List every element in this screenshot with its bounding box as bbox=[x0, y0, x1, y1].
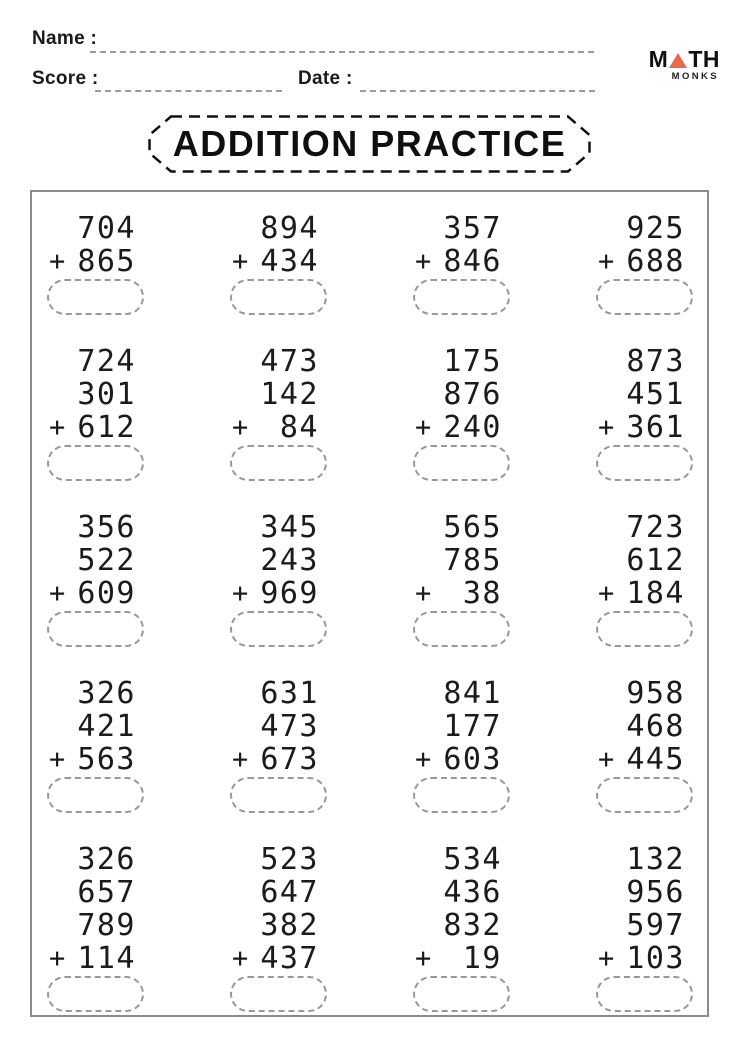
plus-operator: + bbox=[415, 578, 433, 609]
addend-line bbox=[230, 378, 327, 411]
addend-number: 382 bbox=[260, 908, 319, 943]
plus-operator: + bbox=[49, 943, 67, 974]
addend-number: 631 bbox=[260, 676, 319, 711]
problem-r4c2 bbox=[230, 677, 327, 813]
problems-box bbox=[30, 190, 709, 1017]
addend-line bbox=[596, 677, 693, 710]
addend-line bbox=[596, 212, 693, 245]
addend-number: 243 bbox=[260, 543, 319, 578]
problem-r1c3 bbox=[413, 212, 510, 315]
addend-line bbox=[47, 942, 144, 975]
addend-line bbox=[596, 411, 693, 444]
addend-line bbox=[596, 743, 693, 776]
answer-box bbox=[596, 611, 693, 647]
addend-number: 240 bbox=[443, 410, 502, 445]
math-monks-logo bbox=[648, 46, 720, 82]
addend-number: 612 bbox=[626, 543, 685, 578]
addend-number: 865 bbox=[77, 244, 136, 279]
plus-operator: + bbox=[598, 412, 616, 443]
addend-line bbox=[413, 710, 510, 743]
plus-operator: + bbox=[598, 744, 616, 775]
addend-line bbox=[230, 843, 327, 876]
problem-row-4 bbox=[47, 677, 693, 813]
addend-number: 789 bbox=[77, 908, 136, 943]
problem-r5c3 bbox=[413, 843, 510, 1012]
answer-box bbox=[413, 976, 510, 1012]
addend-line bbox=[413, 743, 510, 776]
addend-line bbox=[596, 710, 693, 743]
addend-number: 38 bbox=[462, 576, 502, 611]
addend-line bbox=[47, 411, 144, 444]
addend-number: 451 bbox=[626, 377, 685, 412]
addend-number: 876 bbox=[443, 377, 502, 412]
addend-number: 969 bbox=[260, 576, 319, 611]
addend-number: 894 bbox=[260, 211, 319, 246]
date-write-line bbox=[360, 90, 595, 92]
addend-number: 445 bbox=[626, 742, 685, 777]
addend-line bbox=[596, 942, 693, 975]
problem-row-5 bbox=[47, 843, 693, 1012]
addend-line bbox=[413, 909, 510, 942]
addend-line bbox=[47, 710, 144, 743]
addend-line bbox=[47, 544, 144, 577]
addend-line bbox=[413, 677, 510, 710]
addend-line bbox=[413, 378, 510, 411]
addend-line bbox=[596, 378, 693, 411]
answer-box bbox=[413, 279, 510, 315]
addend-line bbox=[230, 876, 327, 909]
addend-line bbox=[596, 909, 693, 942]
addend-line bbox=[413, 511, 510, 544]
addend-number: 345 bbox=[260, 510, 319, 545]
plus-operator: + bbox=[415, 943, 433, 974]
addend-line bbox=[47, 245, 144, 278]
addend-number: 612 bbox=[77, 410, 136, 445]
answer-box bbox=[47, 445, 144, 481]
addend-line bbox=[230, 411, 327, 444]
answer-box bbox=[596, 279, 693, 315]
answer-box bbox=[596, 777, 693, 813]
problem-row-2 bbox=[47, 345, 693, 481]
addend-number: 704 bbox=[77, 211, 136, 246]
problem-r4c1 bbox=[47, 677, 144, 813]
plus-operator: + bbox=[232, 412, 250, 443]
plus-operator: + bbox=[49, 412, 67, 443]
addend-number: 673 bbox=[260, 742, 319, 777]
addend-number: 523 bbox=[260, 842, 319, 877]
addend-line bbox=[413, 411, 510, 444]
addend-line bbox=[596, 511, 693, 544]
addend-line bbox=[413, 345, 510, 378]
addend-line bbox=[413, 876, 510, 909]
addend-line bbox=[413, 245, 510, 278]
addend-line bbox=[47, 909, 144, 942]
problem-r1c2 bbox=[230, 212, 327, 315]
addend-line bbox=[596, 577, 693, 610]
problem-r3c4 bbox=[596, 511, 693, 647]
logo-monks-wordmark: MONKS bbox=[671, 71, 719, 82]
score-label: Score : bbox=[32, 68, 99, 89]
plus-operator: + bbox=[415, 744, 433, 775]
answer-box bbox=[230, 777, 327, 813]
addend-number: 437 bbox=[260, 941, 319, 976]
date-label: Date : bbox=[298, 68, 353, 89]
addend-line bbox=[596, 345, 693, 378]
addend-number: 832 bbox=[443, 908, 502, 943]
addend-number: 473 bbox=[260, 344, 319, 379]
logo-letter-m: M bbox=[648, 46, 669, 72]
addend-number: 421 bbox=[77, 709, 136, 744]
plus-operator: + bbox=[49, 744, 67, 775]
addend-line bbox=[230, 743, 327, 776]
addend-number: 184 bbox=[626, 576, 685, 611]
addend-number: 925 bbox=[626, 211, 685, 246]
addend-line bbox=[230, 544, 327, 577]
answer-box bbox=[230, 976, 327, 1012]
answer-box bbox=[47, 976, 144, 1012]
addend-number: 114 bbox=[77, 941, 136, 976]
addend-number: 873 bbox=[626, 344, 685, 379]
addend-number: 841 bbox=[443, 676, 502, 711]
plus-operator: + bbox=[49, 578, 67, 609]
addend-number: 597 bbox=[626, 908, 685, 943]
addend-line bbox=[413, 843, 510, 876]
addend-number: 326 bbox=[77, 676, 136, 711]
addend-line bbox=[413, 577, 510, 610]
addend-number: 301 bbox=[77, 377, 136, 412]
addend-number: 473 bbox=[260, 709, 319, 744]
plus-operator: + bbox=[232, 246, 250, 277]
addend-number: 357 bbox=[443, 211, 502, 246]
addend-number: 132 bbox=[626, 842, 685, 877]
problem-r4c4 bbox=[596, 677, 693, 813]
addend-line bbox=[413, 544, 510, 577]
addend-number: 326 bbox=[77, 842, 136, 877]
name-write-line bbox=[90, 51, 594, 53]
addend-number: 84 bbox=[279, 410, 319, 445]
problem-row-1 bbox=[47, 212, 693, 315]
addend-number: 356 bbox=[77, 510, 136, 545]
addend-number: 647 bbox=[260, 875, 319, 910]
problem-r4c3 bbox=[413, 677, 510, 813]
answer-box bbox=[230, 445, 327, 481]
addend-line bbox=[230, 710, 327, 743]
problem-r3c2 bbox=[230, 511, 327, 647]
plus-operator: + bbox=[232, 943, 250, 974]
addend-line bbox=[230, 577, 327, 610]
answer-box bbox=[47, 279, 144, 315]
addend-number: 688 bbox=[626, 244, 685, 279]
answer-box bbox=[47, 611, 144, 647]
addend-number: 175 bbox=[443, 344, 502, 379]
addend-line bbox=[596, 876, 693, 909]
problem-r2c4 bbox=[596, 345, 693, 481]
addend-number: 361 bbox=[626, 410, 685, 445]
addend-number: 103 bbox=[626, 941, 685, 976]
addend-number: 563 bbox=[77, 742, 136, 777]
addend-number: 609 bbox=[77, 576, 136, 611]
plus-operator: + bbox=[598, 943, 616, 974]
addend-number: 723 bbox=[626, 510, 685, 545]
addend-number: 565 bbox=[443, 510, 502, 545]
addend-line bbox=[230, 345, 327, 378]
addend-line bbox=[47, 843, 144, 876]
problem-r2c1 bbox=[47, 345, 144, 481]
addend-line bbox=[47, 212, 144, 245]
plus-operator: + bbox=[232, 578, 250, 609]
answer-box bbox=[596, 445, 693, 481]
addend-line bbox=[47, 378, 144, 411]
plus-operator: + bbox=[598, 246, 616, 277]
addend-number: 785 bbox=[443, 543, 502, 578]
page-title: ADDITION PRACTICE bbox=[172, 123, 567, 164]
addend-number: 603 bbox=[443, 742, 502, 777]
addend-line bbox=[230, 212, 327, 245]
addend-number: 956 bbox=[626, 875, 685, 910]
addend-line bbox=[230, 245, 327, 278]
problem-r5c4 bbox=[596, 843, 693, 1012]
title-banner bbox=[148, 115, 591, 173]
addend-number: 534 bbox=[443, 842, 502, 877]
addend-number: 19 bbox=[462, 941, 502, 976]
addend-number: 846 bbox=[443, 244, 502, 279]
problem-r1c4 bbox=[596, 212, 693, 315]
addend-line bbox=[230, 942, 327, 975]
addend-line bbox=[47, 511, 144, 544]
answer-box bbox=[596, 976, 693, 1012]
plus-operator: + bbox=[415, 246, 433, 277]
problem-r3c1 bbox=[47, 511, 144, 647]
answer-box bbox=[230, 279, 327, 315]
problem-r5c1 bbox=[47, 843, 144, 1012]
addend-line bbox=[413, 942, 510, 975]
answer-box bbox=[413, 777, 510, 813]
addend-number: 724 bbox=[77, 344, 136, 379]
addend-number: 468 bbox=[626, 709, 685, 744]
logo-math-wordmark bbox=[648, 46, 720, 72]
addend-number: 434 bbox=[260, 244, 319, 279]
addend-line bbox=[596, 245, 693, 278]
score-write-line bbox=[95, 90, 282, 92]
name-label: Name : bbox=[32, 28, 98, 49]
problem-r3c3 bbox=[413, 511, 510, 647]
addend-number: 657 bbox=[77, 875, 136, 910]
addend-number: 958 bbox=[626, 676, 685, 711]
plus-operator: + bbox=[232, 744, 250, 775]
answer-box bbox=[230, 611, 327, 647]
addend-number: 522 bbox=[77, 543, 136, 578]
addend-line bbox=[47, 876, 144, 909]
answer-box bbox=[413, 611, 510, 647]
addend-line bbox=[47, 577, 144, 610]
addend-line bbox=[596, 843, 693, 876]
addend-line bbox=[596, 544, 693, 577]
addend-line bbox=[47, 743, 144, 776]
answer-box bbox=[413, 445, 510, 481]
logo-triangle-icon bbox=[669, 53, 687, 68]
logo-letters-th: TH bbox=[688, 46, 720, 72]
problem-r2c2 bbox=[230, 345, 327, 481]
addend-line bbox=[413, 212, 510, 245]
answer-box bbox=[47, 777, 144, 813]
problem-r1c1 bbox=[47, 212, 144, 315]
addend-line bbox=[230, 511, 327, 544]
plus-operator: + bbox=[49, 246, 67, 277]
addend-number: 436 bbox=[443, 875, 502, 910]
problem-r2c3 bbox=[413, 345, 510, 481]
addend-line bbox=[230, 909, 327, 942]
problem-r5c2 bbox=[230, 843, 327, 1012]
plus-operator: + bbox=[415, 412, 433, 443]
addend-line bbox=[47, 345, 144, 378]
addend-number: 142 bbox=[260, 377, 319, 412]
plus-operator: + bbox=[598, 578, 616, 609]
addend-number: 177 bbox=[443, 709, 502, 744]
addend-line bbox=[230, 677, 327, 710]
problem-row-3 bbox=[47, 511, 693, 647]
addend-line bbox=[47, 677, 144, 710]
